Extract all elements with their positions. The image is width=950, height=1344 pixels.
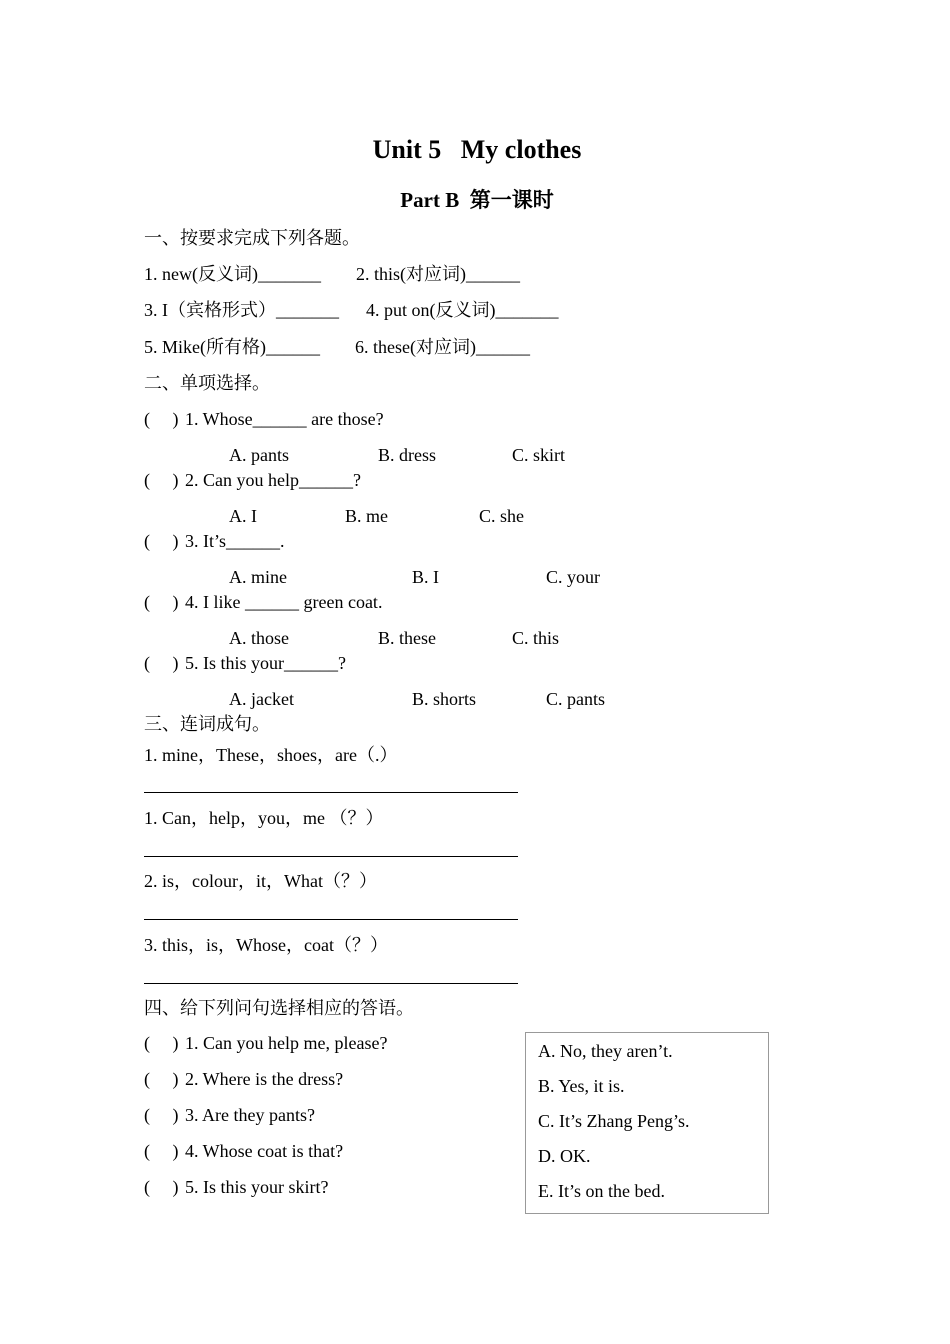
answer-line bbox=[144, 856, 518, 857]
answer-line bbox=[144, 983, 518, 984]
worksheet-title: Unit 5 My clothes bbox=[372, 135, 582, 164]
s2-q3-option-b: B. I bbox=[412, 567, 439, 587]
answer-bracket: ( ) bbox=[144, 1177, 179, 1197]
s2-q1-option-c: C. skirt bbox=[512, 445, 566, 465]
answer-bracket: ( ) bbox=[144, 653, 179, 673]
s2-q5-option-a: A. jacket bbox=[229, 689, 294, 709]
answer-bracket: ( ) bbox=[144, 1069, 179, 1089]
s1-item-1: 1. new(反义词)_______ bbox=[144, 264, 321, 284]
s4-question-2: 2. Where is the dress? bbox=[185, 1069, 344, 1089]
s2-question-3: 3. It’s______. bbox=[185, 531, 285, 551]
section-1-heading: 一、按要求完成下列各题。 bbox=[144, 228, 360, 248]
s2-q3-option-c: C. your bbox=[546, 567, 600, 587]
s2-q5-option-b: B. shorts bbox=[412, 689, 477, 709]
worksheet-subtitle: Part B 第一课时 bbox=[400, 188, 554, 212]
answer-bracket: ( ) bbox=[144, 409, 179, 429]
answer-line bbox=[144, 792, 518, 793]
s4-answer-e: E. It’s on the bed. bbox=[538, 1181, 665, 1201]
s2-question-4: 4. I like ______ green coat. bbox=[185, 592, 383, 612]
s4-question-1: 1. Can you help me, please? bbox=[185, 1033, 388, 1053]
s3-item-3: 2. is，colour，it，What（？） bbox=[144, 871, 377, 891]
s4-answer-d: D. OK. bbox=[538, 1146, 591, 1166]
s2-question-5: 5. Is this your______? bbox=[185, 653, 346, 673]
s2-q4-option-a: A. those bbox=[229, 628, 289, 648]
s4-answer-b: B. Yes, it is. bbox=[538, 1076, 625, 1096]
s1-item-5: 5. Mike(所有格)______ bbox=[144, 337, 320, 357]
s4-question-5: 5. Is this your skirt? bbox=[185, 1177, 329, 1197]
s2-q2-option-a: A. I bbox=[229, 506, 257, 526]
s2-q3-option-a: A. mine bbox=[229, 567, 287, 587]
s4-question-3: 3. Are they pants? bbox=[185, 1105, 315, 1125]
s2-q5-option-c: C. pants bbox=[546, 689, 606, 709]
s2-question-2: 2. Can you help______? bbox=[185, 470, 361, 490]
section-2-heading: 二、单项选择。 bbox=[144, 373, 270, 393]
s4-answer-c: C. It’s Zhang Peng’s. bbox=[538, 1111, 690, 1131]
s1-item-4: 4. put on(反义词)_______ bbox=[366, 300, 559, 320]
answer-bracket: ( ) bbox=[144, 1105, 179, 1125]
s3-item-2: 1. Can，help，you，me （？） bbox=[144, 808, 384, 828]
answer-bracket: ( ) bbox=[144, 531, 179, 551]
answer-bracket: ( ) bbox=[144, 592, 179, 612]
answer-line bbox=[144, 919, 518, 920]
section-3-heading: 三、连词成句。 bbox=[144, 714, 270, 734]
s3-item-1: 1. mine，These，shoes，are（.） bbox=[144, 745, 398, 765]
s1-item-6: 6. these(对应词)______ bbox=[355, 337, 530, 357]
s4-question-4: 4. Whose coat is that? bbox=[185, 1141, 344, 1161]
s2-q1-option-b: B. dress bbox=[378, 445, 436, 465]
s1-item-2: 2. this(对应词)______ bbox=[356, 264, 520, 284]
s2-question-1: 1. Whose______ are those? bbox=[185, 409, 384, 429]
s1-item-3: 3. I（宾格形式）_______ bbox=[144, 300, 339, 320]
s3-item-4: 3. this，is，Whose，coat（？） bbox=[144, 935, 388, 955]
answer-bracket: ( ) bbox=[144, 470, 179, 490]
s2-q2-option-c: C. she bbox=[479, 506, 524, 526]
answer-bracket: ( ) bbox=[144, 1141, 179, 1161]
section-4-heading: 四、给下列问句选择相应的答语。 bbox=[144, 998, 414, 1018]
s2-q1-option-a: A. pants bbox=[229, 445, 289, 465]
s2-q4-option-c: C. this bbox=[512, 628, 560, 648]
s4-answer-a: A. No, they aren’t. bbox=[538, 1041, 673, 1061]
s2-q2-option-b: B. me bbox=[345, 506, 388, 526]
s2-q4-option-b: B. these bbox=[378, 628, 436, 648]
answer-bracket: ( ) bbox=[144, 1033, 179, 1053]
